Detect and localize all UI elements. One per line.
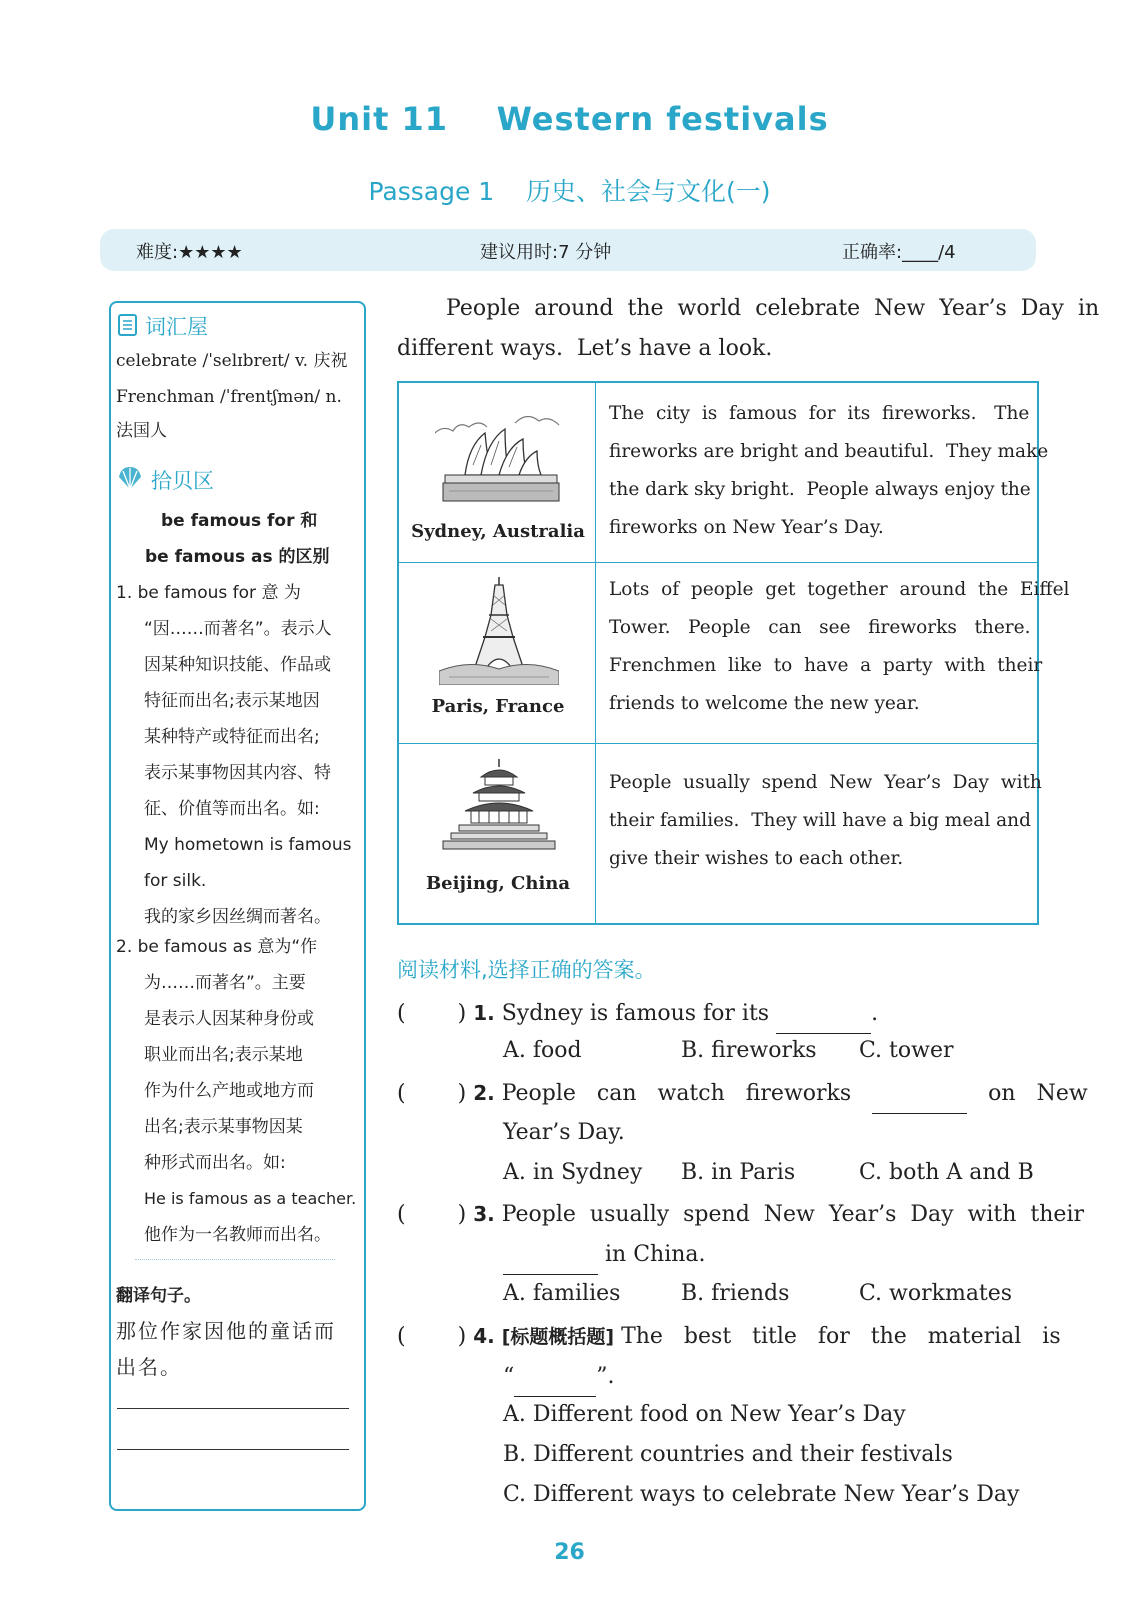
text-line: friends to welcome the new year. xyxy=(609,693,920,714)
suggested-time: 建议用时:7 分钟 xyxy=(480,242,612,263)
translate-heading: 翻译句子。 xyxy=(116,1286,201,1306)
notes-heading: 拾贝区 xyxy=(151,469,214,493)
answer-paren-close[interactable]: ) xyxy=(457,1202,467,1227)
answer-line-1[interactable] xyxy=(117,1408,349,1409)
caption-beijing: Beijing, China xyxy=(425,873,571,894)
vocab-entry-frenchman: Frenchman /ˈfrentʃmən/ n. xyxy=(116,387,342,407)
dotted-divider xyxy=(135,1259,335,1260)
text-line: Tower. People can see fireworks there. xyxy=(609,617,1031,638)
question-number: 3. xyxy=(473,1202,495,1226)
text-line: fireworks are bright and beautiful. They make xyxy=(609,441,1049,462)
table-col-divider xyxy=(595,383,596,923)
answer-paren-open[interactable]: ( xyxy=(397,1081,406,1106)
text-line: Frenchmen like to have a party with their xyxy=(609,655,1043,676)
temple-of-heaven-image xyxy=(439,755,559,855)
question-number: 2. xyxy=(473,1081,495,1105)
note-line: 作为什么产地或地方而 xyxy=(144,1081,314,1101)
passage-intro-line1: People around the world celebrate New Year’s Day in xyxy=(446,296,1100,321)
q2-option-a[interactable]: A. in Sydney xyxy=(503,1160,643,1185)
question-text-mid: on New xyxy=(988,1081,1088,1106)
question-2-continued: Year’s Day. xyxy=(503,1120,625,1145)
shell-icon xyxy=(117,465,143,491)
fill-blank[interactable] xyxy=(503,1250,598,1275)
passage-subtitle: Passage 1 历史、社会与文化(一) xyxy=(368,177,771,206)
question-text: The best title for the material is xyxy=(621,1324,1061,1349)
book-icon xyxy=(117,313,139,337)
question-number: 1. xyxy=(473,1001,495,1025)
note-line: 职业而出名;表示某地 xyxy=(144,1045,303,1065)
text-line: the dark sky bright. People always enjoy the xyxy=(609,479,1031,500)
question-4-continued xyxy=(503,1357,615,1397)
q1-option-b[interactable]: B. fireworks xyxy=(681,1038,817,1063)
question-text: Sydney is famous for its xyxy=(501,1001,770,1026)
answer-paren-close[interactable]: ) xyxy=(457,1081,467,1106)
question-number: 4. xyxy=(473,1324,495,1348)
quote-open: “ xyxy=(503,1364,515,1389)
q3-option-a[interactable]: A. families xyxy=(503,1281,621,1306)
translate-sentence-1: 那位作家因他的童话而 xyxy=(116,1319,336,1343)
table-row-divider xyxy=(399,743,1037,744)
page-number: 26 xyxy=(554,1540,585,1565)
vocab-entry-celebrate: celebrate /ˈselɪbreɪt/ v. 庆祝 xyxy=(116,351,348,371)
text-sydney xyxy=(609,395,1049,547)
notes-title-line1: be famous for 和 xyxy=(161,511,318,531)
question-2 xyxy=(397,1073,1088,1114)
notes-title-line2: be famous as 的区别 xyxy=(145,547,330,567)
text-line: their families. They will have a big meal and xyxy=(609,810,1031,831)
q4-option-a[interactable]: A. Different food on New Year’s Day xyxy=(503,1402,906,1427)
question-type-tag: [标题概括题] xyxy=(501,1326,615,1348)
note-line: “因……而著名”。表示人 xyxy=(144,619,332,639)
note-1-block xyxy=(116,575,356,935)
note-line: 表示某事物因其内容、特 xyxy=(144,763,331,783)
question-text-cont: in China. xyxy=(605,1242,706,1267)
text-line: give their wishes to each other. xyxy=(609,848,904,869)
answer-paren-open[interactable]: ( xyxy=(397,1324,406,1349)
answer-paren-open[interactable]: ( xyxy=(397,1202,406,1227)
q1-option-c[interactable]: C. tower xyxy=(859,1038,954,1063)
note-line: My hometown is famous xyxy=(144,835,352,855)
q4-option-c[interactable]: C. Different ways to celebrate New Year’s Day xyxy=(503,1482,1020,1507)
text-paris xyxy=(609,571,1070,723)
text-line: The city is famous for its fireworks. The xyxy=(609,403,1030,424)
note-2-block xyxy=(116,929,356,1253)
sydney-opera-house-image xyxy=(435,405,565,505)
text-line: People usually spend New Year’s Day with xyxy=(609,772,1042,793)
note-line: for silk. xyxy=(144,871,207,891)
note-line: 因某种知识技能、作品或 xyxy=(144,655,331,675)
note-line: 出名;表示某事物因某 xyxy=(144,1117,303,1137)
answer-paren-close[interactable]: ) xyxy=(457,1001,467,1026)
note-line: 他作为一名教师而出名。 xyxy=(144,1225,331,1245)
note-line: 某种特产或特征而出名; xyxy=(144,727,320,747)
exercise-instruction: 阅读材料,选择正确的答案。 xyxy=(397,958,656,982)
eiffel-tower-image xyxy=(439,575,559,685)
question-3 xyxy=(397,1194,1084,1235)
q3-option-c[interactable]: C. workmates xyxy=(859,1281,1013,1306)
question-text: People usually spend New Year’s Day with their xyxy=(501,1202,1085,1227)
text-line: fireworks on New Year’s Day. xyxy=(609,517,884,538)
note-line: 征、价值等而出名。如: xyxy=(144,799,320,819)
quote-close: ”. xyxy=(596,1364,615,1389)
unit-title: Unit 11 Western festivals xyxy=(310,100,829,138)
passage-intro-line2: different ways. Let’s have a look. xyxy=(397,336,773,361)
answer-paren-open[interactable]: ( xyxy=(397,1001,406,1026)
difficulty-rating: 难度:★★★★ xyxy=(136,242,243,263)
q2-option-b[interactable]: B. in Paris xyxy=(681,1160,796,1185)
translate-sentence-2: 出名。 xyxy=(116,1355,182,1379)
question-end: . xyxy=(871,1001,879,1026)
note-line: 为……而著名”。主要 xyxy=(144,973,306,993)
text-line: Lots of people get together around the Eiffel xyxy=(609,579,1070,600)
note-line: 我的家乡因丝绸而著名。 xyxy=(144,907,331,927)
caption-paris: Paris, France xyxy=(431,696,565,717)
festival-table xyxy=(397,381,1070,925)
question-3-continued xyxy=(503,1235,706,1275)
q4-option-b[interactable]: B. Different countries and their festivals xyxy=(503,1442,953,1467)
vocab-heading: 词汇屋 xyxy=(145,315,208,339)
q3-option-b[interactable]: B. friends xyxy=(681,1281,790,1306)
caption-sydney: Sydney, Australia xyxy=(411,521,585,542)
note-line: 2. be famous as 意为“作 xyxy=(116,937,318,957)
note-line: 是表示人因某种身份或 xyxy=(144,1009,314,1029)
q1-option-a[interactable]: A. food xyxy=(503,1038,582,1063)
vocab-entry-frenchman-meaning: 法国人 xyxy=(116,421,167,441)
accuracy-field: 正确率:____/4 xyxy=(842,242,956,263)
note-line: 种形式而出名。如: xyxy=(144,1153,286,1173)
answer-paren-close[interactable]: ) xyxy=(457,1324,467,1349)
question-4 xyxy=(397,1316,1061,1357)
note-line: He is famous as a teacher. xyxy=(144,1189,357,1208)
fill-blank[interactable] xyxy=(776,1009,871,1034)
question-text: People can watch fireworks xyxy=(501,1081,852,1106)
sidebar-panel xyxy=(109,301,366,1511)
note-line: 1. be famous for 意 为 xyxy=(116,583,301,603)
info-bar xyxy=(100,229,1036,271)
note-line: 特征而出名;表示某地因 xyxy=(144,691,320,711)
question-1 xyxy=(397,993,878,1034)
table-row-divider xyxy=(399,562,1037,563)
answer-line-2[interactable] xyxy=(117,1449,349,1450)
fill-blank[interactable] xyxy=(872,1089,967,1114)
fill-blank[interactable] xyxy=(514,1372,596,1397)
text-beijing xyxy=(609,764,1042,878)
q2-option-c[interactable]: C. both A and B xyxy=(859,1160,1034,1185)
